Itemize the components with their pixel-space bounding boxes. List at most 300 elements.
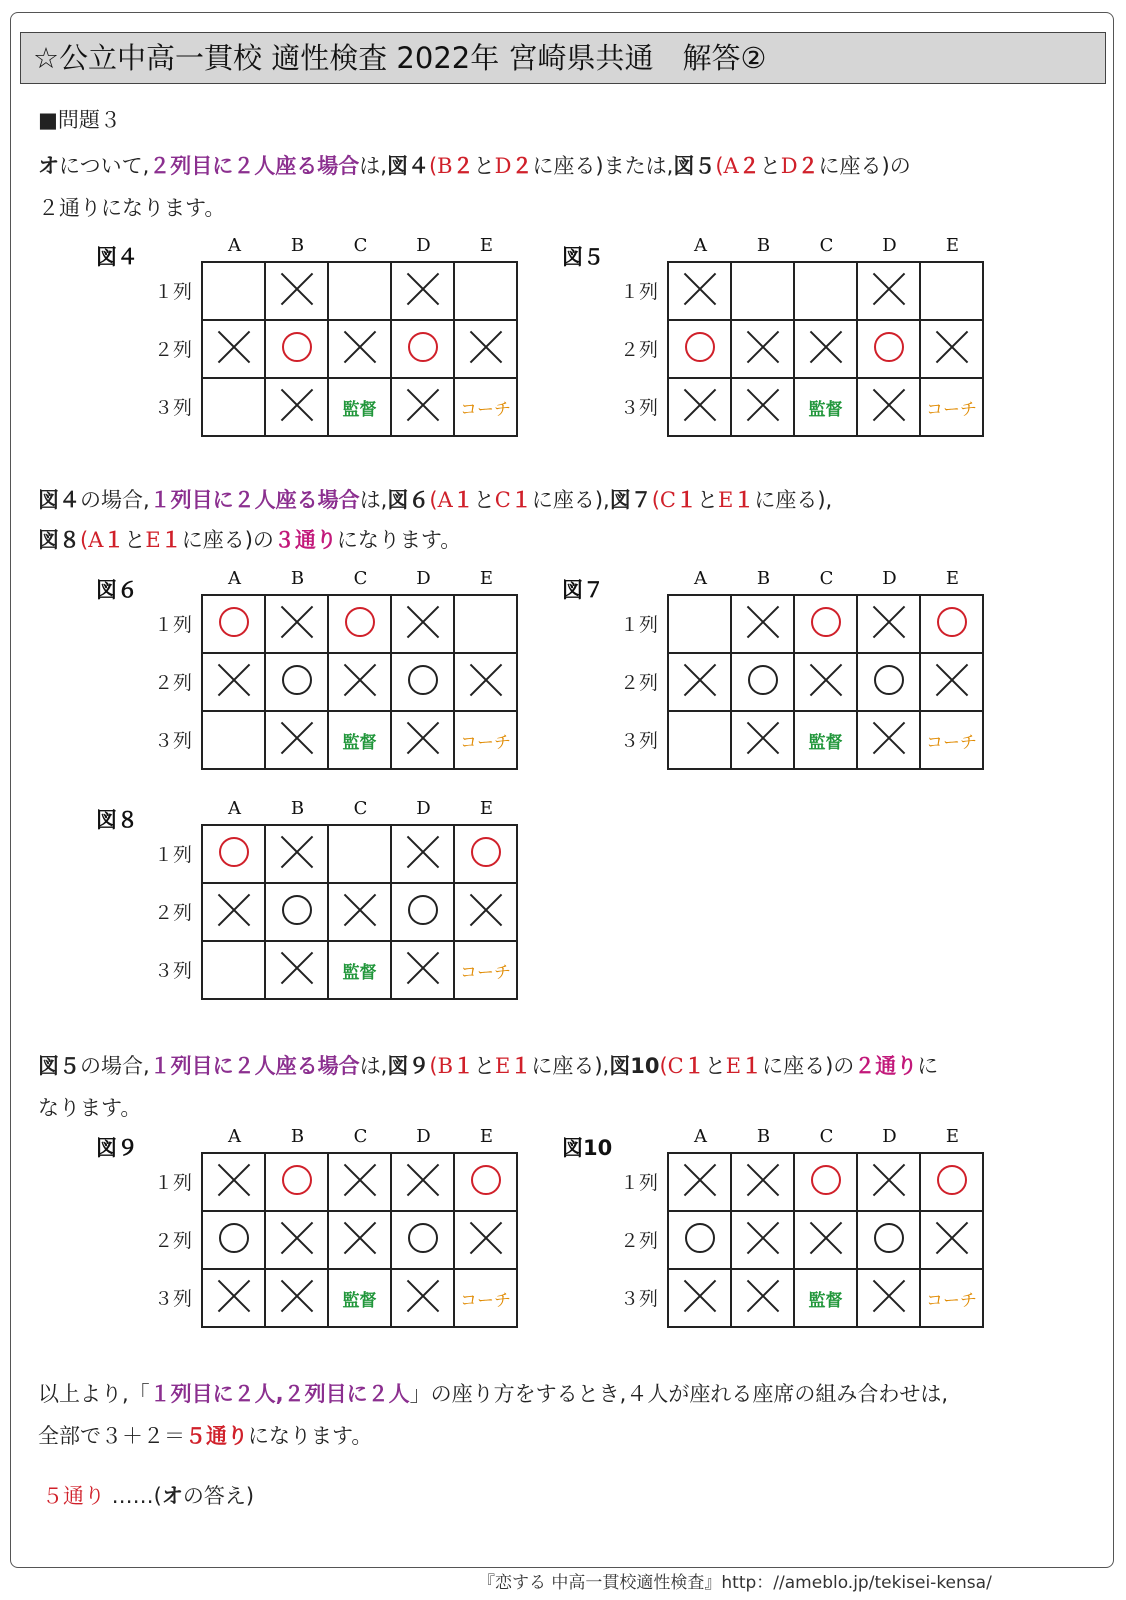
seat-cell: [328, 595, 391, 653]
column-label: D: [416, 568, 431, 589]
row-label: ２列: [153, 1230, 192, 1252]
row-label: ２列: [153, 672, 192, 694]
cross-mark-icon: [935, 330, 969, 364]
column-label: E: [945, 1126, 960, 1147]
column-label: E: [945, 235, 960, 256]
circle-mark-icon: [748, 665, 778, 695]
red-circle-mark-icon: [408, 332, 438, 362]
red-circle-mark-icon: [219, 607, 249, 637]
highlight: １列目に２人座る場合: [149, 1054, 360, 1078]
seat-row: １: [160, 528, 182, 552]
answer-value: ５通り: [42, 1484, 105, 1508]
row-label: ３列: [153, 960, 192, 982]
seat-cell: [920, 1211, 983, 1269]
seat-cell: [265, 1153, 328, 1211]
seat-row: [202, 262, 517, 320]
text: ……(: [105, 1484, 162, 1508]
seat-row: [202, 1269, 517, 1327]
column-label: A: [228, 798, 241, 819]
seat-col: E: [725, 1054, 742, 1078]
seat-row: １: [452, 488, 474, 512]
row-label: ３列: [619, 730, 658, 752]
cross-mark-icon: [469, 893, 503, 927]
seat-grid: [201, 824, 518, 1000]
column-label: E: [479, 568, 494, 589]
text: と: [474, 1054, 496, 1078]
seat-cell: [328, 1269, 391, 1327]
seat-col: B: [437, 154, 453, 178]
text: 全部で３＋２＝: [38, 1424, 185, 1448]
seat-cell: [265, 1269, 328, 1327]
column-label: B: [756, 568, 771, 589]
cross-mark-icon: [406, 951, 440, 985]
column-label: B: [290, 1126, 305, 1147]
seat-cell: [731, 1211, 794, 1269]
seat-row: [202, 825, 517, 883]
seat-cell: [857, 711, 920, 769]
column-label: C: [819, 568, 834, 589]
cross-mark-icon: [406, 388, 440, 422]
cross-mark-icon: [217, 1279, 251, 1313]
seat-grid: [201, 1152, 518, 1328]
seat-cell: [265, 1211, 328, 1269]
figure-label: 図４: [96, 245, 138, 269]
circle-mark-icon: [282, 665, 312, 695]
seat-row: ２: [797, 154, 819, 178]
text: と: [759, 154, 781, 178]
column-label: D: [416, 235, 431, 256]
cross-mark-icon: [746, 1279, 780, 1313]
fig-ref: 図６: [387, 488, 430, 512]
fig-ref: 図５: [673, 154, 716, 178]
red-circle-mark-icon: [471, 1165, 501, 1195]
figure-5: [96, 798, 556, 1018]
figure-label: 図10: [562, 1136, 613, 1160]
column-label: D: [416, 1126, 431, 1147]
seat-cell: [328, 883, 391, 941]
text: と: [473, 154, 495, 178]
seat-cell: [454, 653, 517, 711]
text: に: [917, 1054, 939, 1078]
seat-row: [668, 1269, 983, 1327]
row-label: ３列: [153, 730, 192, 752]
seat-row: [202, 941, 517, 999]
seat-cell: [265, 262, 328, 320]
column-label: A: [228, 568, 241, 589]
cross-mark-icon: [935, 1221, 969, 1255]
seat-cell: [454, 825, 517, 883]
row-label: ３列: [619, 1288, 658, 1310]
seat-cell: [731, 262, 794, 320]
seat-cell: [328, 320, 391, 378]
seat-cell: [857, 1269, 920, 1327]
seat-cell: [731, 1269, 794, 1327]
red-circle-mark-icon: [282, 332, 312, 362]
seat-grid: [667, 1152, 984, 1328]
figure-7: [562, 1126, 1022, 1346]
column-label: A: [694, 568, 707, 589]
seat-cell: [920, 320, 983, 378]
seat-row: １: [453, 1054, 475, 1078]
seat-cell: [454, 1153, 517, 1211]
seat-cell: [265, 378, 328, 436]
fig-ref: 図８: [38, 528, 80, 552]
coach-seat-label: コーチ: [926, 1290, 977, 1311]
cross-mark-icon: [872, 272, 906, 306]
coach-seat-label: コーチ: [460, 399, 511, 420]
circle-mark-icon: [408, 895, 438, 925]
seat-col: D: [780, 154, 798, 178]
seat-row: １: [683, 1054, 705, 1078]
red-circle-mark-icon: [811, 1165, 841, 1195]
cross-mark-icon: [406, 272, 440, 306]
seat-row: ２: [511, 154, 533, 178]
fig-ref: 図９: [387, 1054, 430, 1078]
coach-seat-label: コーチ: [926, 732, 977, 753]
manager-seat-label: 監督: [342, 399, 377, 420]
red-circle-mark-icon: [685, 332, 715, 362]
text: (: [428, 154, 438, 178]
seat-cell: [794, 378, 857, 436]
text: に座る)の: [181, 528, 274, 552]
cross-mark-icon: [809, 330, 843, 364]
row-label: ３列: [153, 1288, 192, 1310]
text: に座る)の: [762, 1054, 855, 1078]
seat-cell: [328, 825, 391, 883]
seat-row: [668, 711, 983, 769]
figure-4: [562, 568, 1022, 788]
red-circle-mark-icon: [811, 607, 841, 637]
seat-cell: [668, 378, 731, 436]
seat-cell: [202, 941, 265, 999]
cross-mark-icon: [343, 663, 377, 697]
cross-mark-icon: [217, 893, 251, 927]
text: (: [651, 488, 660, 512]
coach-seat-label: コーチ: [460, 732, 511, 753]
highlight: ２列目に２人座る場合: [149, 154, 360, 178]
figure-label: 図５: [562, 245, 604, 269]
cross-mark-icon: [683, 272, 717, 306]
seat-col: C: [659, 488, 676, 512]
manager-seat-label: 監督: [808, 732, 843, 753]
seat-cell: [328, 1153, 391, 1211]
seat-cell: [391, 941, 454, 999]
text: の答え): [182, 1484, 255, 1508]
seat-cell: [920, 711, 983, 769]
circle-mark-icon: [874, 1223, 904, 1253]
seat-cell: [202, 595, 265, 653]
seat-row: １: [733, 488, 755, 512]
cross-mark-icon: [683, 388, 717, 422]
seat-cell: [454, 941, 517, 999]
column-label: C: [353, 568, 368, 589]
seat-cell: [668, 1269, 731, 1327]
cross-mark-icon: [872, 388, 906, 422]
cross-mark-icon: [683, 1163, 717, 1197]
seat-cell: [391, 1153, 454, 1211]
seat-cell: [668, 653, 731, 711]
figure-label: 図８: [96, 808, 138, 832]
cross-mark-icon: [280, 1221, 314, 1255]
column-label: B: [290, 798, 305, 819]
paragraph-1-line-1: [38, 150, 911, 180]
cross-mark-icon: [746, 388, 780, 422]
fig-ref: 図４: [38, 488, 80, 512]
seat-cell: [202, 1269, 265, 1327]
seat-cell: [328, 378, 391, 436]
coach-seat-label: コーチ: [460, 1290, 511, 1311]
text: (: [659, 1054, 668, 1078]
cross-mark-icon: [872, 1279, 906, 1313]
highlight: １列目に２人座る場合: [149, 488, 360, 512]
column-label: C: [819, 1126, 834, 1147]
text: の場合,: [80, 488, 150, 512]
circle-mark-icon: [282, 895, 312, 925]
seat-row: [668, 653, 983, 711]
seat-cell: [920, 1153, 983, 1211]
seat-cell: [454, 320, 517, 378]
cross-mark-icon: [809, 1221, 843, 1255]
seat-col: A: [437, 488, 453, 512]
text: 以上より,「: [38, 1382, 150, 1406]
cross-mark-icon: [343, 330, 377, 364]
seat-row: １: [675, 488, 697, 512]
seat-cell: [668, 262, 731, 320]
column-label: D: [882, 1126, 897, 1147]
section-heading: ■問題３: [38, 108, 121, 132]
seat-row: [668, 378, 983, 436]
cross-mark-icon: [280, 272, 314, 306]
seat-cell: [202, 883, 265, 941]
seat-row: [668, 262, 983, 320]
seat-row: [202, 378, 517, 436]
seat-cell: [391, 653, 454, 711]
answer-line: [42, 1480, 254, 1510]
seat-cell: [391, 262, 454, 320]
highlight: １列目に２人,２列目に２人: [149, 1382, 410, 1406]
column-label: E: [945, 568, 960, 589]
seat-row: １: [510, 488, 532, 512]
seat-cell: [794, 262, 857, 320]
seat-cell: [920, 1269, 983, 1327]
red-circle-mark-icon: [219, 837, 249, 867]
cross-mark-icon: [683, 1279, 717, 1313]
figure-3: [96, 568, 556, 788]
row-label: ２列: [619, 672, 658, 694]
row-label: ２列: [153, 339, 192, 361]
text: (: [429, 488, 438, 512]
row-label: ２列: [619, 339, 658, 361]
circle-mark-icon: [219, 1223, 249, 1253]
figure-1: [96, 235, 556, 455]
seat-cell: [857, 320, 920, 378]
fig-ref: 図10: [609, 1054, 660, 1078]
seat-row: １: [510, 1054, 532, 1078]
seat-row: [668, 1211, 983, 1269]
seat-row: [202, 711, 517, 769]
column-label: E: [479, 1126, 494, 1147]
total-highlight: ５通り: [185, 1424, 248, 1448]
column-label: D: [416, 798, 431, 819]
paragraph-4-line-2: [38, 1420, 372, 1450]
text: (: [80, 528, 89, 552]
seat-cell: [265, 320, 328, 378]
seat-cell: [794, 1153, 857, 1211]
cross-mark-icon: [406, 1279, 440, 1313]
cross-mark-icon: [217, 1163, 251, 1197]
seat-col: C: [494, 488, 511, 512]
seat-cell: [391, 825, 454, 883]
seat-grid: [667, 594, 984, 770]
seat-cell: [731, 378, 794, 436]
column-label: B: [756, 1126, 771, 1147]
figure-6: [96, 1126, 556, 1346]
seat-cell: [454, 883, 517, 941]
seat-col: C: [667, 1054, 684, 1078]
coach-seat-label: コーチ: [926, 399, 977, 420]
row-label: １列: [619, 614, 658, 636]
seat-cell: [668, 320, 731, 378]
column-label: E: [479, 235, 494, 256]
seat-cell: [920, 653, 983, 711]
cross-mark-icon: [406, 1163, 440, 1197]
cross-mark-icon: [746, 330, 780, 364]
seat-cell: [920, 378, 983, 436]
seat-cell: [202, 711, 265, 769]
cross-mark-icon: [217, 330, 251, 364]
seat-cell: [328, 941, 391, 999]
seat-row: [202, 883, 517, 941]
text: は,: [359, 154, 387, 178]
red-circle-mark-icon: [937, 607, 967, 637]
cross-mark-icon: [872, 605, 906, 639]
column-label: C: [353, 235, 368, 256]
seat-cell: [794, 653, 857, 711]
seat-cell: [391, 883, 454, 941]
paragraph-3-line-1: [38, 1050, 938, 1080]
red-circle-mark-icon: [282, 1165, 312, 1195]
seat-row: ２: [452, 154, 474, 178]
seat-cell: [857, 262, 920, 320]
seat-cell: [202, 653, 265, 711]
red-circle-mark-icon: [937, 1165, 967, 1195]
circle-mark-icon: [874, 665, 904, 695]
seat-row: [668, 320, 983, 378]
seat-row: １: [103, 528, 125, 552]
seat-row: [202, 653, 517, 711]
seat-cell: [328, 1211, 391, 1269]
seat-cell: [920, 262, 983, 320]
row-label: ２列: [153, 902, 192, 924]
seat-cell: [794, 1211, 857, 1269]
row-label: ３列: [153, 397, 192, 419]
column-label: A: [694, 1126, 707, 1147]
text: に座る),: [754, 488, 833, 512]
seat-cell: [454, 262, 517, 320]
cross-mark-icon: [280, 951, 314, 985]
row-label: １列: [619, 281, 658, 303]
cross-mark-icon: [469, 330, 503, 364]
text: と: [124, 528, 146, 552]
manager-seat-label: 監督: [808, 399, 843, 420]
seat-cell: [391, 320, 454, 378]
seat-row: [202, 1211, 517, 1269]
cross-mark-icon: [746, 605, 780, 639]
text: と: [473, 488, 495, 512]
cross-mark-icon: [280, 721, 314, 755]
seat-row: [668, 595, 983, 653]
manager-seat-label: 監督: [342, 962, 377, 983]
figure-label: 図９: [96, 1136, 138, 1160]
seat-cell: [328, 711, 391, 769]
cross-mark-icon: [280, 388, 314, 422]
seat-cell: [794, 711, 857, 769]
seat-cell: [202, 262, 265, 320]
cross-mark-icon: [280, 605, 314, 639]
cross-mark-icon: [280, 835, 314, 869]
seat-cell: [731, 1153, 794, 1211]
column-label: C: [819, 235, 834, 256]
seat-cell: [857, 653, 920, 711]
seat-cell: [857, 1153, 920, 1211]
red-circle-mark-icon: [345, 607, 375, 637]
text: になります。: [336, 528, 462, 552]
seat-cell: [857, 1211, 920, 1269]
seat-cell: [265, 883, 328, 941]
column-label: D: [882, 568, 897, 589]
seat-cell: [328, 262, 391, 320]
count-highlight: ２通り: [854, 1054, 918, 1078]
seat-cell: [857, 378, 920, 436]
row-label: １列: [153, 1172, 192, 1194]
paragraph-4-line-1: [38, 1378, 948, 1408]
text: は,: [359, 1054, 388, 1078]
seat-cell: [454, 1211, 517, 1269]
seat-cell: [794, 595, 857, 653]
cross-mark-icon: [746, 721, 780, 755]
cross-mark-icon: [343, 893, 377, 927]
text: は,: [359, 488, 388, 512]
seat-row: [668, 1153, 983, 1211]
text: オ: [38, 154, 59, 178]
seat-cell: [454, 1269, 517, 1327]
text: 」の座り方をするとき,４人が座れる座席の組み合わせは,: [409, 1382, 949, 1406]
paragraph-1-line-2: ２通りになります。: [38, 196, 226, 220]
seat-cell: [265, 941, 328, 999]
column-label: B: [756, 235, 771, 256]
column-label: B: [290, 235, 305, 256]
column-label: A: [228, 1126, 241, 1147]
seat-row: １: [741, 1054, 763, 1078]
seat-cell: [454, 711, 517, 769]
seat-cell: [731, 595, 794, 653]
cross-mark-icon: [872, 721, 906, 755]
seat-cell: [668, 1211, 731, 1269]
seat-cell: [391, 1211, 454, 1269]
seat-cell: [731, 653, 794, 711]
seat-cell: [391, 595, 454, 653]
column-label: A: [694, 235, 707, 256]
seat-cell: [731, 711, 794, 769]
red-circle-mark-icon: [471, 837, 501, 867]
figure-2: [562, 235, 1022, 455]
row-label: １列: [153, 614, 192, 636]
text: について,: [59, 154, 150, 178]
seat-row: ２: [738, 154, 760, 178]
cross-mark-icon: [343, 1163, 377, 1197]
seat-cell: [265, 653, 328, 711]
seat-cell: [794, 320, 857, 378]
